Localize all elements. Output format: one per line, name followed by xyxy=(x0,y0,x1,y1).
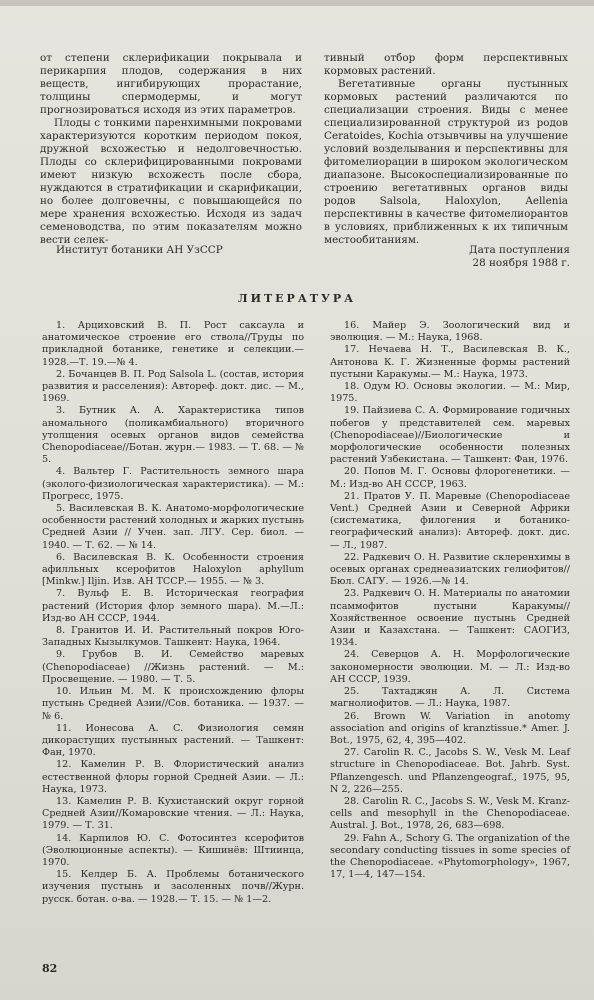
received-date xyxy=(420,244,570,270)
reference-entry: 6. Василевская В. К. Особенности строения афилльных ксерофитов Haloxylon aphyllum [Minkw.] Iljin. Изв. АН ТССР.— 1955. — № 3. xyxy=(42,551,304,588)
reference-entry: 21. Пратов У. П. Маревые (Chenopodiaceae Vent.) Средней Азии и Северной Африки (систематика, филогения и ботанико-географический анализ): Автореф. докт. дис. — Л., 1987. xyxy=(330,490,570,551)
reference-entry: 4. Вальтер Г. Растительность земного шара (эколого-физиологическая характеристика). — М.: Прогресс, 1975. xyxy=(42,466,304,502)
page-top-edge xyxy=(0,0,594,6)
reference-entry: 27. Carolin R. C., Jacobs S. W., Vesk M. Leaf structure in Chenopodiaceae. Bot. Jahrb. Syst. Pflanzengesch. und Pflanzengeograf., 1975, 95, N 2, 226—255. xyxy=(330,747,570,795)
reference-entry: 10. Ильин М. М. К происхождению флоры пустынь Средней Азии//Сов. ботаника. — 1937. — № 6. xyxy=(42,686,304,722)
reference-entry: 20. Попов М. Г. Основы флорогенетики. — М.: Изд-во АН СССР, 1963. xyxy=(330,466,570,490)
body-text-left xyxy=(40,52,302,247)
reference-entry: 26. Brown W. Variation in anotomy association and origins of kranztissue.* Amer. J. Bot., 1975, 62, 4, 395—402. xyxy=(330,710,570,746)
date-label: Дата поступления xyxy=(469,244,570,256)
reference-entry: 18. Одум Ю. Основы экологии. — М.: Мир, 1975. xyxy=(330,381,570,405)
reference-entry: 25. Тахтаджян А. Л. Система магнолиофитов. — Л.: Наука, 1987. xyxy=(330,686,570,710)
paragraph: тивный отбор форм перспективных кормовых растений. xyxy=(324,52,568,77)
reference-entry: 8. Гранитов И. И. Растительный покров Юго-Западных Кызылкумов. Ташкент: Наука, 1964. xyxy=(42,625,304,649)
references-heading: ЛИТЕРАТУРА xyxy=(237,292,357,305)
reference-entry: 24. Северцов А. Н. Морфологические закономерности эволюции. М. — Л.: Изд-во АН СССР, 1939. xyxy=(330,649,570,685)
paragraph: Плоды с тонкими паренхимными покровами характеризуются коротким периодом покоя, дружной всхожестью и недолговечностью. Плоды со склерифицированными покровами имеют низкую всхожесть после сбора, нуждаются в стратификации и скарификации, но более долговечны, с повышающейся по мере хранения всхожестью. Исходя из задач семеноводства, по этим показателям можно вести селек- xyxy=(40,117,302,246)
reference-entry: 9. Грубов В. И. Семейство маревых (Chenopodiaceae) //Жизнь растений. — М.: Просвещение. — 1980. — Т. 5. xyxy=(42,649,304,685)
reference-entry: 12. Камелин Р. В. Флористический анализ естественной флоры горной Средней Азии. — Л.: Наука, 1973. xyxy=(42,759,304,795)
reference-entry: 7. Вульф Е. В. Историческая география растений (История флор земного шара). М.—Л.: Изд-во АН СССР, 1944. xyxy=(42,588,304,624)
reference-entry: 1. Арциховский В. П. Рост саксаула и анатомическое строение его ствола//Труды по прикладной ботанике, генетике и селекции.—1928.—Т. 19.—№ 4. xyxy=(42,320,304,368)
reference-entry: 5. Василевская В. К. Анатомо-морфологические особенности растений холодных и жарких пустынь Средней Азии // Учен. зап. ЛГУ. Сер. биол. — 1940. — Т. 62. — № 14. xyxy=(42,503,304,551)
reference-entry: 2. Бочанцев В. П. Род Salsola L. (состав, история развития и расселения): Автореф. докт. дис. — М., 1969. xyxy=(42,368,304,405)
reference-entry: 13. Камелин Р. В. Кухистанский округ горной Средней Азии//Комаровские чтения. — Л.: Наука, 1979. — Т. 31. xyxy=(42,795,304,832)
paragraph: Вегетативные органы пустынных кормовых растений различаются по специализации строения. Виды с менее специализированной структурой из родов Ceratoides, Kochia отзывчивы на улучшение условий возделывания и перспективны для фитомелиорации в широком экологическом диапазоне. Высокоспециализированные по строению вегетативных органов виды родов Salsola, Haloxylon, Aellenia перспективны в качестве фитомелиорантов в условиях, приближенных к их типичным местообитаниям. xyxy=(324,78,569,246)
body-text-right xyxy=(324,52,568,247)
date-value: 28 ноября 1988 г. xyxy=(472,257,570,269)
reference-entry: 3. Бутник А. А. Характеристика типов аномального (поликамбиального) вторичного утолщения осевых органов видов семейства Chenopodiaceae//Ботан. журн.— 1983. — Т. 68. — № 5. xyxy=(42,405,304,466)
reference-entry: 15. Келдер Б. А. Проблемы ботанического изучения пустынь и засоленных почв//Журн. русск. ботан. о-ва. — 1928.— Т. 15. — № 1—2. xyxy=(42,869,304,905)
reference-entry: 16. Майер Э. Зоологический вид и эволюция. — М.: Наука, 1968. xyxy=(330,320,570,344)
reference-entry: 17. Нечаева Н. Т., Василевская В. К., Антонова К. Г. Жизненные формы растений пустыни Каракумы.— М.: Наука, 1973. xyxy=(330,344,570,380)
reference-entry: 29. Fahn A., Schory G. The organization of the secondary conducting tissues in some species of the Chenopodiaceae. «Phytomorphology», 1967, 17, 1—4, 147—154. xyxy=(330,832,570,881)
reference-entry: 14. Карпилов Ю. С. Фотосинтез ксерофитов (Эволюционные аспекты). — Кишинёв: Штиинца, 1970. xyxy=(42,832,304,868)
institute-line: Институт ботаники АН УзССР xyxy=(56,244,223,256)
reference-entry: 22. Радкевич О. Н. Развитие склеренхимы в осевых органах среднеазиатских гелиофитов//Бюл. САГУ. — 1926.—№ 14. xyxy=(330,551,570,588)
reference-entry: 19. Пайзиева С. А. Формирование годичных побегов у представителей сем. маревых (Chenopodiaceae)//Биологические и морфологические особенности полезных растений Узбекистана. — Ташкент: Фан, 1976. xyxy=(330,405,570,466)
reference-entry: 11. Ионесова А. С. Физиология семян дикорастущих пустынных растений. — Ташкент: Фан, 1970. xyxy=(42,722,304,759)
paragraph: от степени склерификации покрывала и перикарпия плодов, содержания в них веществ, ингибирующих прорастание, толщины спермодермы, и могут прогнозироваться исходя из этих параметров. xyxy=(40,52,302,116)
page-number: 82 xyxy=(42,962,58,975)
references-left xyxy=(42,320,304,906)
reference-entry: 23. Радкевич О. Н. Материалы по анатомии псаммофитов пустыни Каракумы// Хозяйственное освоение пустынь Средней Азии и Казахстана. — Ташкент: САОГИЗ, 1934. xyxy=(330,588,570,649)
references-right xyxy=(330,320,570,881)
reference-entry: 28. Carolin R. C., Jacobs S. W., Vesk M. Kranz-cells and mesophyll in the Chenopodiaceae. Austral. J. Bot., 1978, 26, 683—698. xyxy=(330,795,570,832)
